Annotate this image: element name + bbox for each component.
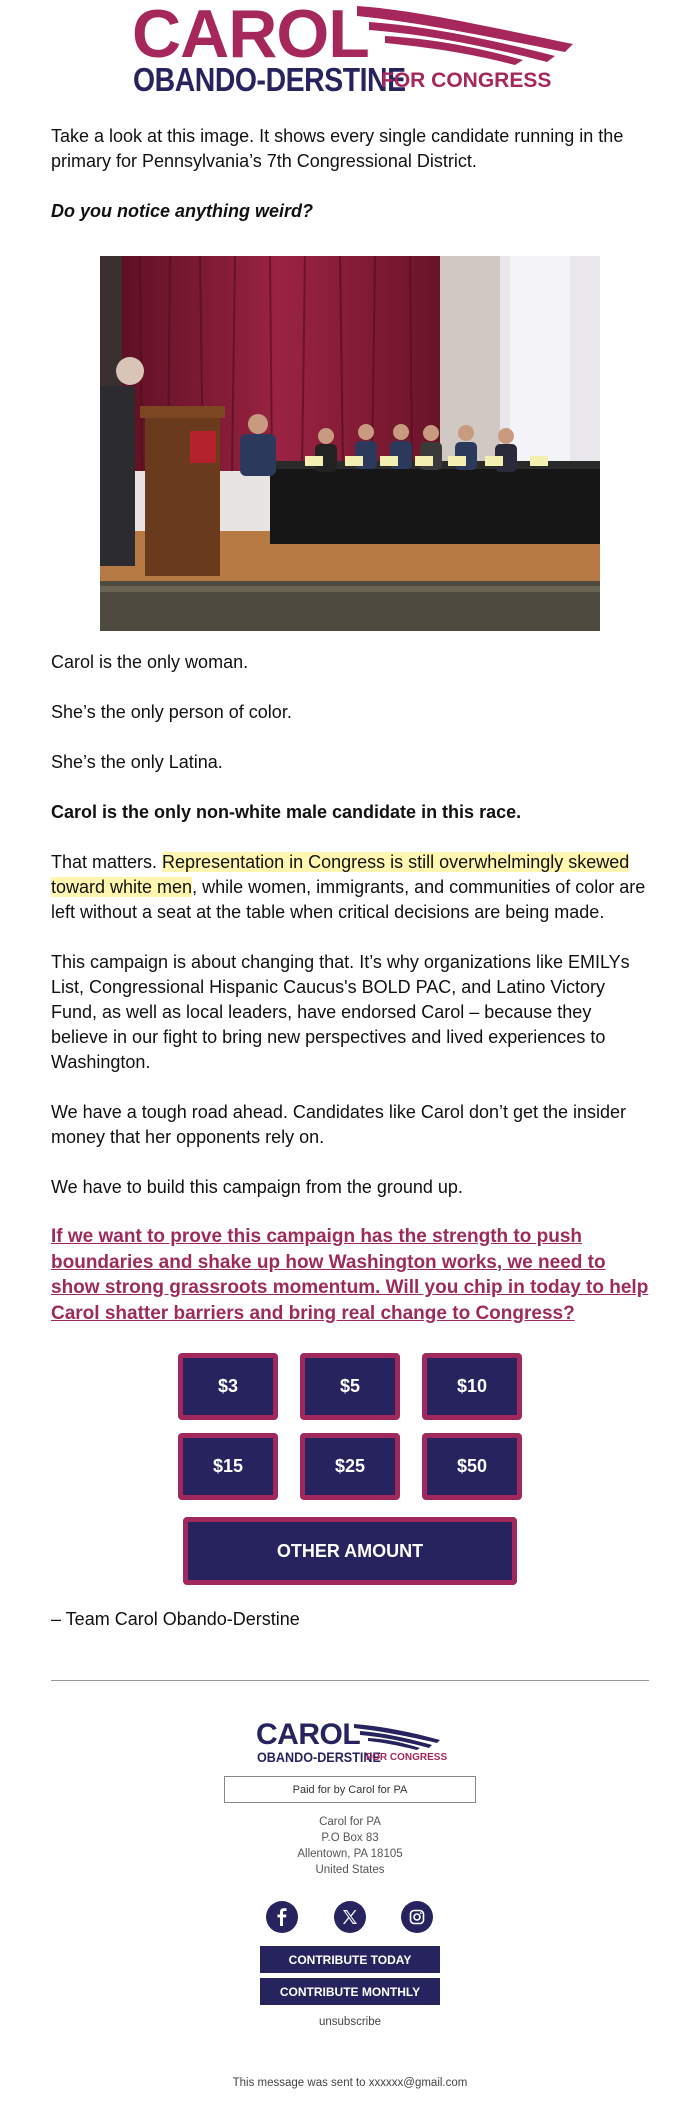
signoff: – Team Carol Obando-Derstine bbox=[51, 1609, 300, 1629]
footer-logo bbox=[256, 1720, 456, 1770]
sent-to-prefix: This message was sent to bbox=[232, 2077, 369, 2089]
recipient-email: xxxxxx@gmail.com bbox=[368, 2077, 468, 2089]
logo-first-name: CAROL bbox=[132, 0, 369, 72]
logo-tagline: FOR CONGRESS bbox=[381, 69, 552, 92]
address-line-1: Carol for PA bbox=[319, 1816, 381, 1828]
campaign-paragraph: This campaign is about changing that. It’s why organizations like EMILYs List, Congressional Hispanic Caucus's BOLD PAC, and Latino Victory Fund, as well as local leaders, have endorsed Carol – because they believe in our fight to bring new perspectives and lived experiences to Washington. bbox=[51, 952, 630, 1072]
non-white-male-line: Carol is the only non-white male candidate in this race. bbox=[51, 802, 522, 822]
road-paragraph: We have a tough road ahead. Candidates like Carol don’t get the insider money that her opponents rely on. bbox=[51, 1102, 627, 1147]
unsubscribe-link[interactable]: unsubscribe bbox=[318, 2016, 381, 2028]
matters-highlight: Representation in Congress is still overwhelmingly skewed toward white men bbox=[51, 852, 630, 897]
donate-15-button[interactable]: $15 bbox=[178, 1433, 278, 1500]
donate-25-button[interactable]: $25 bbox=[300, 1433, 400, 1500]
campaign-logo bbox=[120, 0, 580, 100]
question-paragraph bbox=[51, 199, 651, 224]
instagram-icon[interactable] bbox=[401, 1901, 433, 1933]
donate-3-button[interactable]: $3 bbox=[178, 1353, 278, 1420]
ground-paragraph: We have to build this campaign from the ground up. bbox=[51, 1177, 463, 1197]
donate-5-button[interactable]: $5 bbox=[300, 1353, 400, 1420]
address-line-3: Allentown, PA 18105 bbox=[297, 1848, 403, 1860]
footer-logo-last-name: OBANDO-DERSTINE bbox=[257, 1749, 381, 1765]
photo-illustration bbox=[100, 256, 600, 631]
donate-other-amount-button[interactable]: OTHER AMOUNT bbox=[183, 1517, 517, 1585]
contribute-today-button[interactable]: CONTRIBUTE TODAY bbox=[260, 1946, 440, 1973]
donate-10-button[interactable]: $10 bbox=[422, 1353, 522, 1420]
matters-rest: , while women, immigrants, and communities of color are left without a seat at the table when critical decisions are being made. bbox=[51, 877, 646, 922]
candidate-forum-photo bbox=[100, 256, 600, 631]
flag-swoosh-icon bbox=[355, 4, 575, 66]
logo-last-name: OBANDO-DERSTINE bbox=[133, 61, 406, 98]
paid-for-notice: Paid for by Carol for PA bbox=[224, 1776, 476, 1803]
person-of-color-line: She’s the only person of color. bbox=[51, 702, 292, 722]
x-twitter-icon[interactable] bbox=[334, 1901, 366, 1933]
donate-50-button[interactable]: $50 bbox=[422, 1433, 522, 1500]
address-line-2: P.O Box 83 bbox=[321, 1832, 379, 1844]
address-line-4: United States bbox=[315, 1864, 385, 1876]
donate-cta-link[interactable]: If we want to prove this campaign has the strength to push boundaries and shake up how Washington works, we need to show strong grassroots momentum. Will you chip in today to help Carol shatter barriers and bring real change to Congress? bbox=[51, 1226, 649, 1324]
question-text: Do you notice anything weird? bbox=[51, 201, 314, 221]
sent-to-notice bbox=[150, 2077, 550, 2089]
footer-flag-swoosh-icon bbox=[352, 1723, 442, 1751]
divider bbox=[51, 1680, 649, 1681]
only-woman-line: Carol is the only woman. bbox=[51, 652, 249, 672]
contribute-monthly-button[interactable]: CONTRIBUTE MONTHLY bbox=[260, 1978, 440, 2005]
footer-logo-first-name: CAROL bbox=[256, 1718, 361, 1751]
intro-paragraph: Take a look at this image. It shows every single candidate running in the primary for Pennsylvania’s 7th Congressional District. bbox=[51, 126, 624, 171]
matters-paragraph bbox=[51, 850, 651, 925]
footer-logo-tagline: FOR CONGRESS bbox=[366, 1752, 448, 1763]
only-latina-line: She’s the only Latina. bbox=[51, 752, 223, 772]
facebook-icon[interactable] bbox=[266, 1901, 298, 1933]
matters-lead: That matters. bbox=[51, 852, 163, 872]
